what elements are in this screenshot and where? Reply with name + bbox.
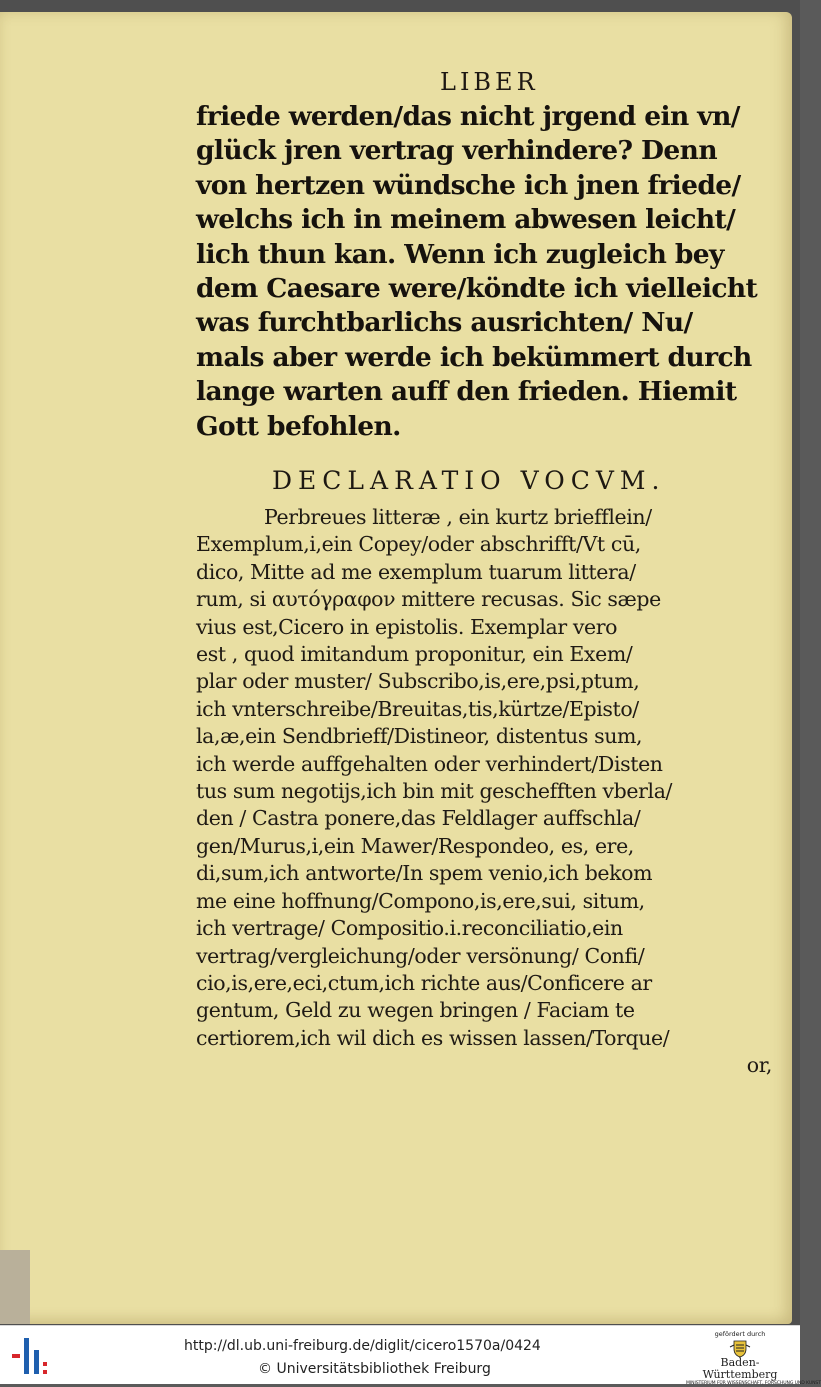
gloss-line: ich werde auffgehalten oder verhindert/Disten xyxy=(196,751,663,776)
letter-line: lich thun kan. Wenn ich zugleich bey xyxy=(196,238,724,270)
gloss-line: cio,is,ere,eci,ctum,ich richte aus/Conficere ar xyxy=(196,970,652,995)
letter-line: glück jren vertrag verhindere? Denn xyxy=(196,135,717,167)
copyright-notice: © Universitätsbibliothek Freiburg xyxy=(258,1361,491,1377)
letter-line: lange warten auff den frieden. Hiemit xyxy=(196,376,737,408)
gloss-line: ich vertrage/ Compositio.i.reconciliatio,ein xyxy=(196,916,623,941)
gloss-line: plar oder muster/ Subscribo,is,ere,psi,ptum, xyxy=(196,669,640,694)
coat-of-arms-icon xyxy=(729,1339,751,1357)
gloss-line: Exemplum,i,ein Copey/oder abschrifft/Vt cū, xyxy=(196,532,641,557)
letter-line: friede werden/das nicht jrgend ein vn/ xyxy=(196,101,740,132)
letter-line: mals aber werde ich bekümmert durch xyxy=(196,341,752,373)
gloss-line: vius est,Cicero in epistolis. Exemplar vero xyxy=(196,614,618,639)
section-heading: DECLARATIO VOCVM. xyxy=(272,466,666,495)
catchword: or, xyxy=(746,1053,772,1078)
gloss-line: dico, Mitte ad me exemplum tuarum littera/ xyxy=(196,559,636,584)
sponsor-state: Baden-Württemberg xyxy=(702,1356,778,1381)
letter-line: welchs ich in meinem abwesen leicht/ xyxy=(196,204,736,236)
gloss-line: rum, si αυτόγραφον mittere recusas. Sic sæpe xyxy=(196,587,661,612)
sponsor-badge xyxy=(686,1330,821,1386)
gloss-line: Perbreues litteræ , ein kurtz briefflein/ xyxy=(264,505,652,529)
vocabulary-gloss xyxy=(196,504,772,1080)
gloss-line: di,sum,ich antworte/In spem venio,ich bekom xyxy=(196,861,653,886)
gloss-line: den / Castra ponere,das Feldlager auffschla/ xyxy=(196,806,641,831)
gloss-line: tus sum negotijs,ich bin mit geschefften vberla/ xyxy=(196,779,673,804)
running-head: LIBER xyxy=(440,68,539,96)
letter-line: dem Caesare were/köndte ich vielleicht xyxy=(196,273,758,305)
letter-line: was furchtbarlichs ausrichten/ Nu/ xyxy=(196,307,693,339)
gloss-line: la,æ,ein Sendbrieff/Distineor, distentus sum, xyxy=(196,724,643,749)
permalink-url[interactable]: http://dl.ub.uni-freiburg.de/diglit/cicero1570a/0424 xyxy=(184,1338,541,1354)
gloss-line: certiorem,ich wil dich es wissen lassen/Torque/ xyxy=(196,1025,670,1050)
gloss-line: me eine hoffnung/Compono,is,ere,sui, situm, xyxy=(196,888,645,913)
gloss-line: est , quod imitandum proponitur, ein Exem/ xyxy=(196,642,633,667)
sponsor-ministry: MINISTERIUM FÜR WISSENSCHAFT, FORSCHUNG UND KUNST xyxy=(686,1381,821,1386)
gloss-line: vertrag/vergleichung/oder versönung/ Confi/ xyxy=(196,943,645,968)
gloss-line: gentum, Geld zu wegen bringen / Faciam te xyxy=(196,998,635,1023)
letter-text xyxy=(196,100,772,444)
university-logo-icon xyxy=(10,1336,54,1376)
page-corner-edge xyxy=(0,1250,30,1324)
gloss-line: gen/Murus,i,ein Mawer/Respondeo, es, ere, xyxy=(196,833,634,858)
viewer-footer xyxy=(0,1325,821,1386)
gloss-line: ich vnterschreibe/Breuitas,tis,kürtze/Episto/ xyxy=(196,696,639,721)
letter-line: Gott befohlen. xyxy=(196,410,401,442)
sponsor-caption: gefördert durch xyxy=(714,1330,766,1338)
letter-line: von hertzen wündsche ich jnen friede/ xyxy=(196,169,741,201)
